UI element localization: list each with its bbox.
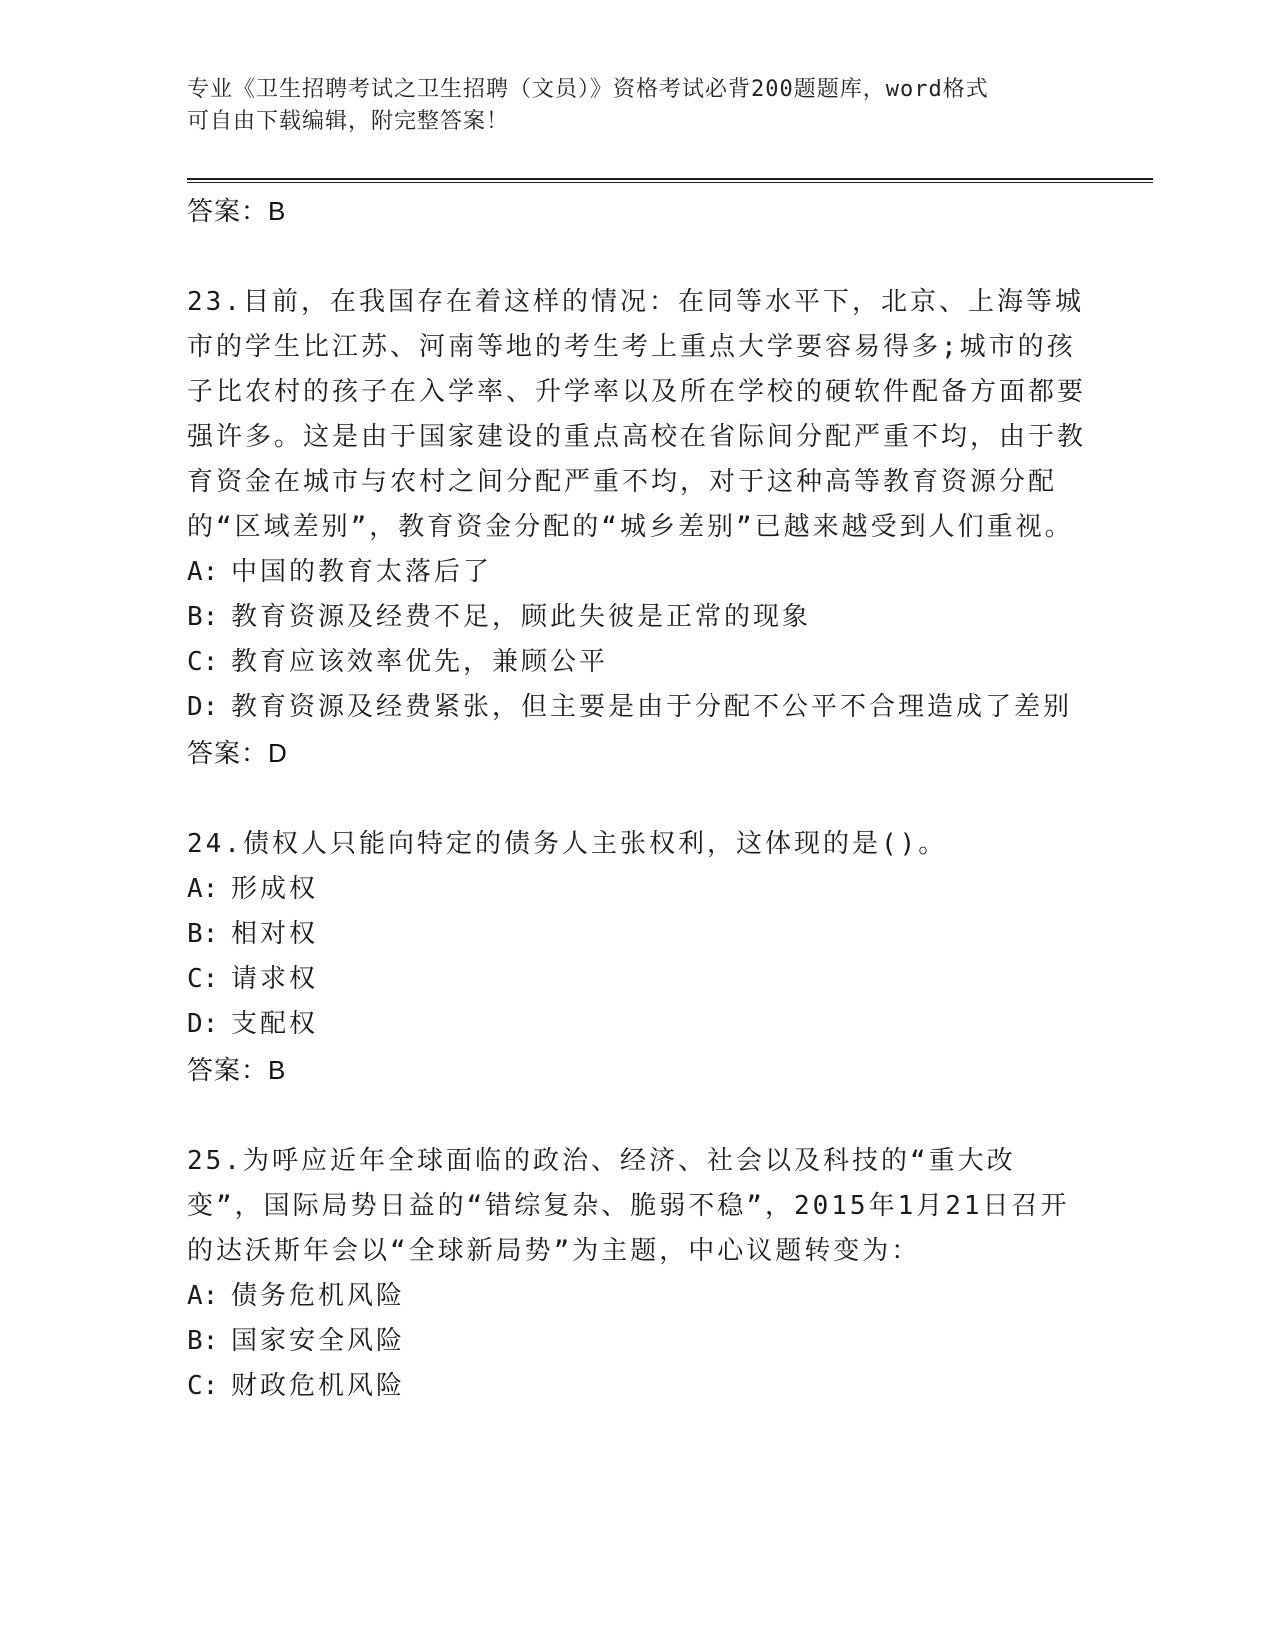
option-d [187,1002,1087,1047]
option-key: A: [187,874,219,904]
option-key: C: [187,964,219,994]
option-c [187,640,1087,685]
page-body [187,188,1087,1409]
option-text: 中国的教育太落后了 [231,557,493,587]
option-b [187,912,1087,957]
option-b [187,1319,1087,1364]
header-line-2: 可自由下载编辑，附完整答案！ [187,109,510,134]
option-text: 教育应该效率优先，兼顾公平 [231,647,609,677]
option-key: D: [187,692,219,722]
option-key: B: [187,919,219,949]
option-text: 教育资源及经费紧张，但主要是由于分配不公平不合理造成了差别 [231,692,1073,722]
answer-label: 答案：B [187,1055,287,1085]
header-rule-thin [187,182,1153,183]
question-text: 25.为呼应近年全球面临的政治、经济、社会以及科技的“重大改变”，国际局势日益的“错综复杂、脆弱不稳”，2015年1月21日召开的达沃斯年会以“全球新局势”为主题，中心议题转变为： [187,1146,1070,1266]
option-key: A: [187,557,219,587]
option-key: A: [187,1281,219,1311]
option-a [187,550,1087,595]
spacer [187,234,1087,280]
document-header [187,74,1067,138]
option-text: 债务危机风险 [231,1281,406,1311]
option-text: 财政危机风险 [231,1371,406,1401]
question-text: 24.债权人只能向特定的债务人主张权利，这体现的是()。 [187,829,948,859]
spacer [187,776,1087,822]
option-text: 教育资源及经费不足，顾此失彼是正常的现象 [231,602,812,632]
option-text: 请求权 [231,964,319,994]
spacer [187,1093,1087,1139]
option-text: 形成权 [231,874,319,904]
option-text: 支配权 [231,1009,319,1039]
option-a [187,867,1087,912]
option-key: B: [187,602,219,632]
option-key: C: [187,647,219,677]
question-24 [187,822,1087,1093]
previous-answer: 答案：B [187,196,287,226]
option-a [187,1274,1087,1319]
option-d [187,685,1087,730]
question-text: 23.目前，在我国存在着这样的情况：在同等水平下，北京、上海等城市的学生比江苏、河南等地的考生考上重点大学要容易得多;城市的孩子比农村的孩子在入学率、升学率以及所在学校的硬软件配备方面都要强许多。这是由于国家建设的重点高校在省际间分配严重不均，由于教育资金在城市与农村之间分配严重不均，对于这种高等教育资源分配的“区域差别”，教育资金分配的“城乡差别”已越来越受到人们重视。 [187,287,1087,542]
answer-label: 答案：D [187,738,288,768]
header-rule-thick [187,178,1153,180]
option-b [187,595,1087,640]
option-text: 相对权 [231,919,319,949]
option-text: 国家安全风险 [231,1326,406,1356]
question-25 [187,1139,1087,1409]
option-c [187,1364,1087,1409]
option-key: D: [187,1009,219,1039]
question-23 [187,280,1087,776]
option-key: B: [187,1326,219,1356]
option-key: C: [187,1371,219,1401]
option-c [187,957,1087,1002]
header-line-1: 专业《卫生招聘考试之卫生招聘（文员）》资格考试必背200题题库，word格式 [187,77,989,102]
